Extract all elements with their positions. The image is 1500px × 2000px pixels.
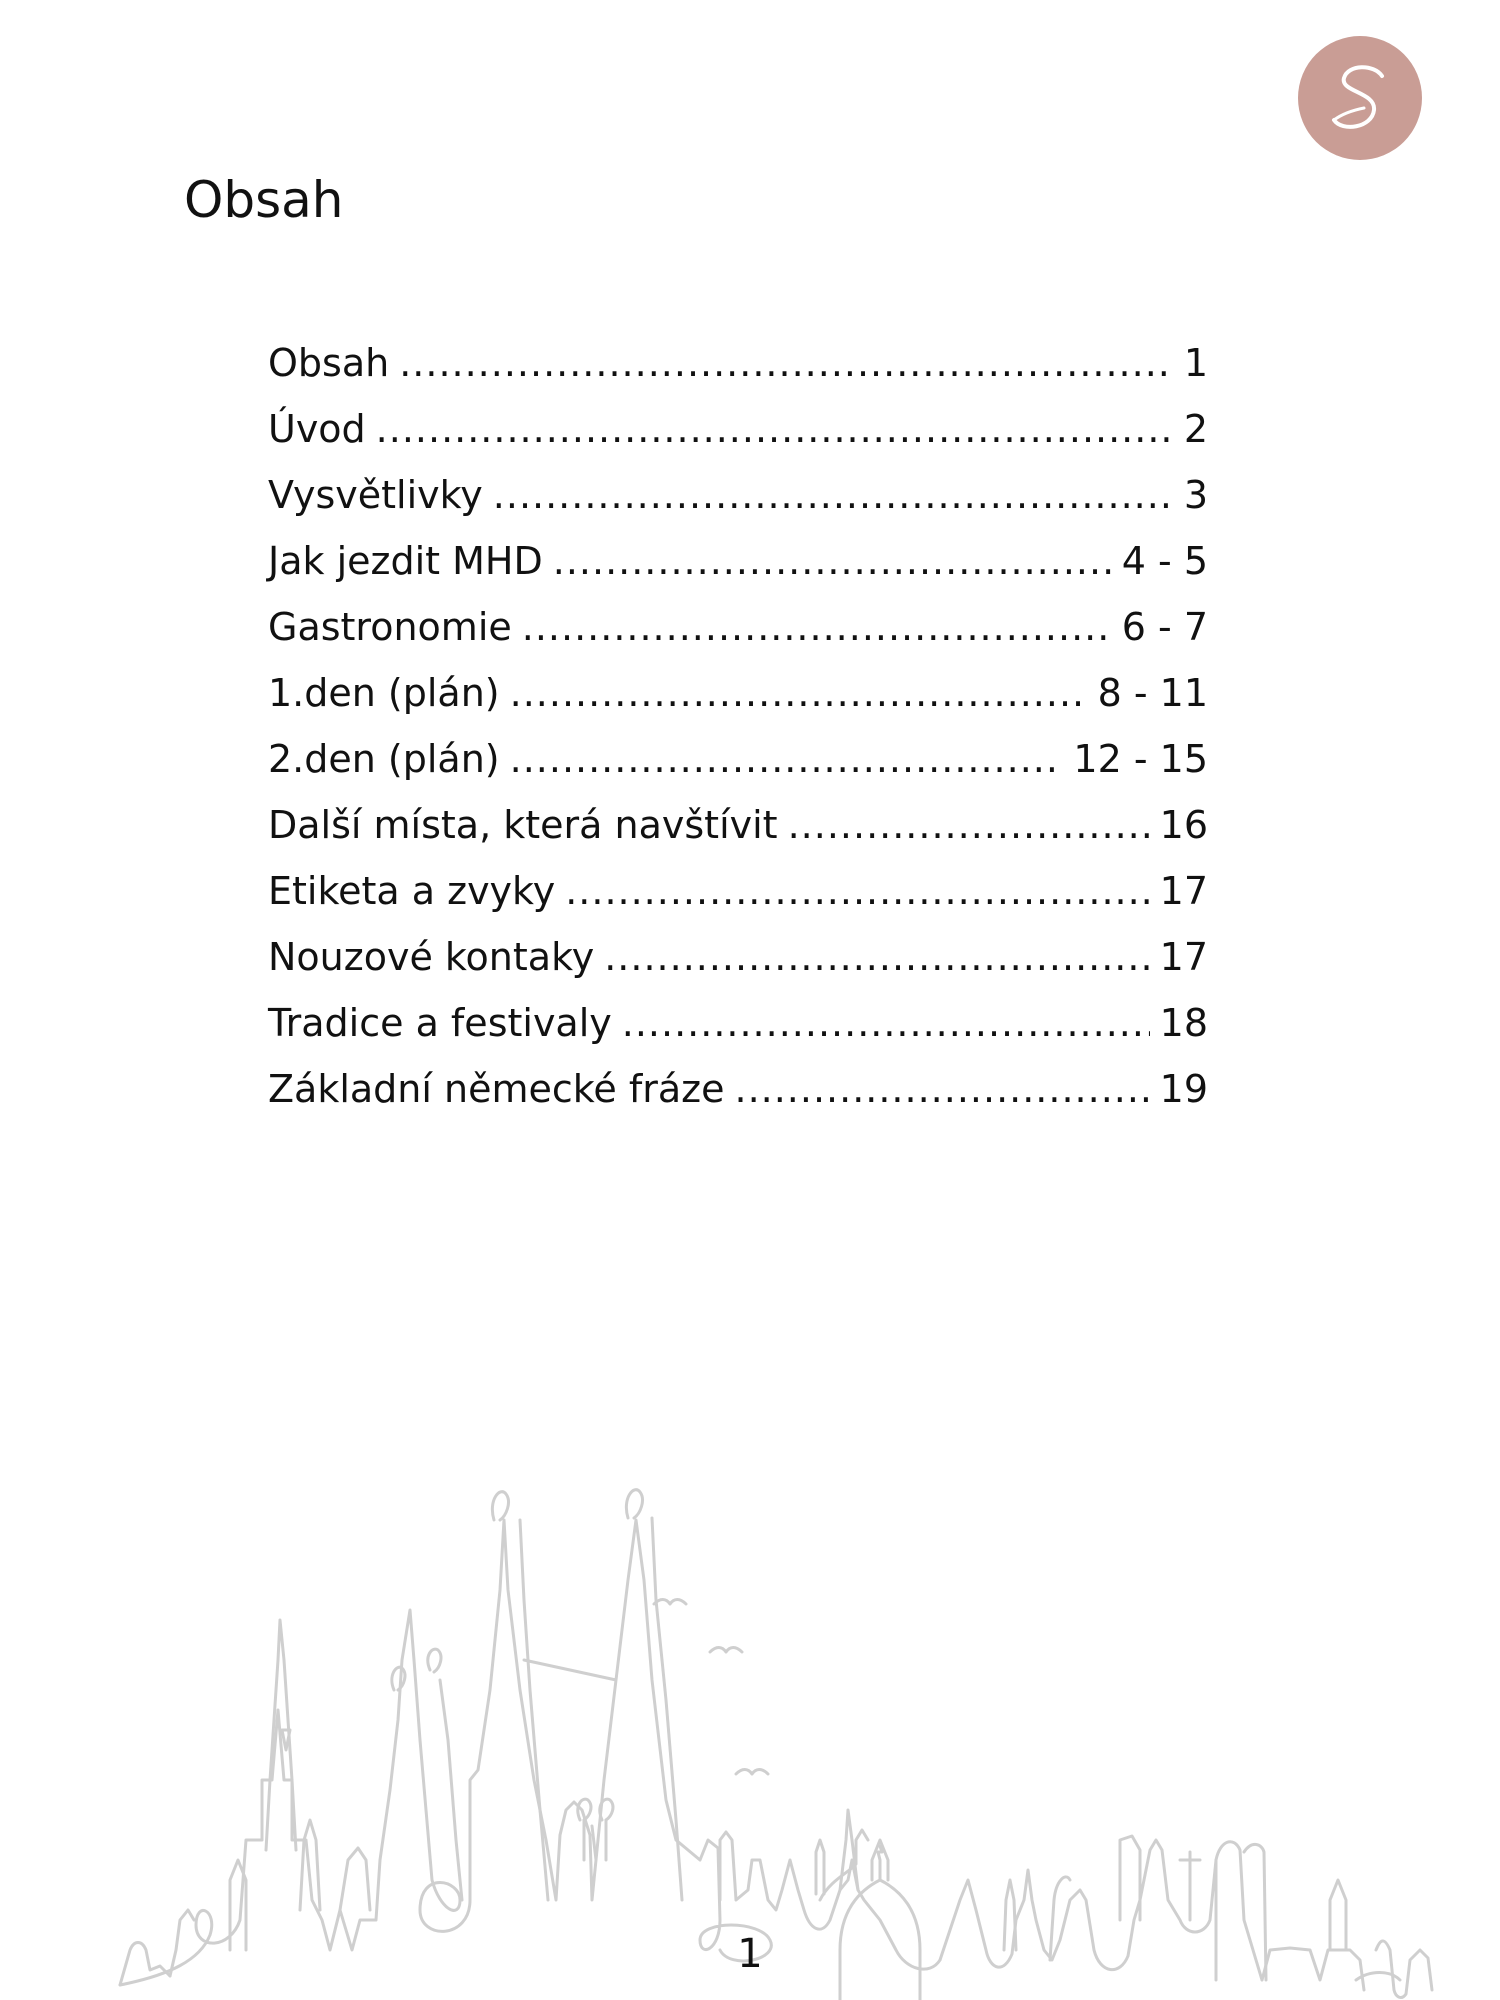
toc-item-label: Nouzové kontaky bbox=[268, 935, 595, 979]
logo-badge bbox=[1298, 36, 1422, 160]
toc-item-label: Tradice a festivaly bbox=[268, 1001, 612, 1045]
toc-item-pages: 18 bbox=[1159, 1001, 1208, 1045]
toc-item[interactable] bbox=[268, 396, 1208, 462]
dot-leader bbox=[522, 594, 1112, 660]
toc-item-label: Základní německé fráze bbox=[268, 1067, 725, 1111]
dot-leader bbox=[622, 990, 1150, 1056]
dot-leader bbox=[734, 1056, 1149, 1122]
dot-leader bbox=[788, 792, 1150, 858]
toc-item-label: Vysvětlivky bbox=[268, 473, 483, 517]
toc-item[interactable] bbox=[268, 924, 1208, 990]
toc-item[interactable] bbox=[268, 1056, 1208, 1122]
dot-leader bbox=[493, 462, 1174, 528]
page-title: Obsah bbox=[184, 171, 344, 229]
toc-item[interactable] bbox=[268, 792, 1208, 858]
toc-item-pages: 16 bbox=[1159, 803, 1208, 847]
toc-item-pages: 12 - 15 bbox=[1073, 737, 1208, 781]
toc-item-pages: 3 bbox=[1183, 473, 1208, 517]
toc-item-label: Jak jezdit MHD bbox=[268, 539, 543, 583]
toc-item-pages: 8 - 11 bbox=[1097, 671, 1208, 715]
toc-item[interactable] bbox=[268, 660, 1208, 726]
city-skyline-illustration bbox=[0, 1480, 1500, 2000]
toc-item[interactable] bbox=[268, 726, 1208, 792]
toc-item[interactable] bbox=[268, 990, 1208, 1056]
toc-item-pages: 2 bbox=[1183, 407, 1208, 451]
toc-item-label: Etiketa a zvyky bbox=[268, 869, 556, 913]
dot-leader bbox=[376, 396, 1174, 462]
toc-item-pages: 19 bbox=[1159, 1067, 1208, 1111]
toc-item-pages: 4 - 5 bbox=[1121, 539, 1208, 583]
toc-item-label: Další místa, která navštívit bbox=[268, 803, 778, 847]
toc-item-label: Gastronomie bbox=[268, 605, 512, 649]
toc-item-label: 2.den (plán) bbox=[268, 737, 500, 781]
toc-item[interactable] bbox=[268, 594, 1208, 660]
toc-item[interactable] bbox=[268, 528, 1208, 594]
toc-item-label: Obsah bbox=[268, 341, 390, 385]
dot-leader bbox=[604, 924, 1149, 990]
dot-leader bbox=[510, 660, 1088, 726]
toc-item-pages: 17 bbox=[1159, 869, 1208, 913]
toc-item[interactable] bbox=[268, 462, 1208, 528]
toc-item-pages: 17 bbox=[1159, 935, 1208, 979]
page-number: 1 bbox=[737, 1931, 763, 1977]
toc-item-pages: 6 - 7 bbox=[1121, 605, 1208, 649]
table-of-contents bbox=[268, 330, 1208, 1122]
toc-item[interactable] bbox=[268, 330, 1208, 396]
dot-leader bbox=[399, 330, 1174, 396]
toc-item-pages: 1 bbox=[1183, 341, 1208, 385]
toc-item-label: 1.den (plán) bbox=[268, 671, 500, 715]
toc-item-label: Úvod bbox=[268, 407, 366, 451]
toc-item[interactable] bbox=[268, 858, 1208, 924]
dot-leader bbox=[565, 858, 1149, 924]
dot-leader bbox=[553, 528, 1112, 594]
s-monogram-icon bbox=[1298, 36, 1422, 160]
dot-leader bbox=[510, 726, 1064, 792]
